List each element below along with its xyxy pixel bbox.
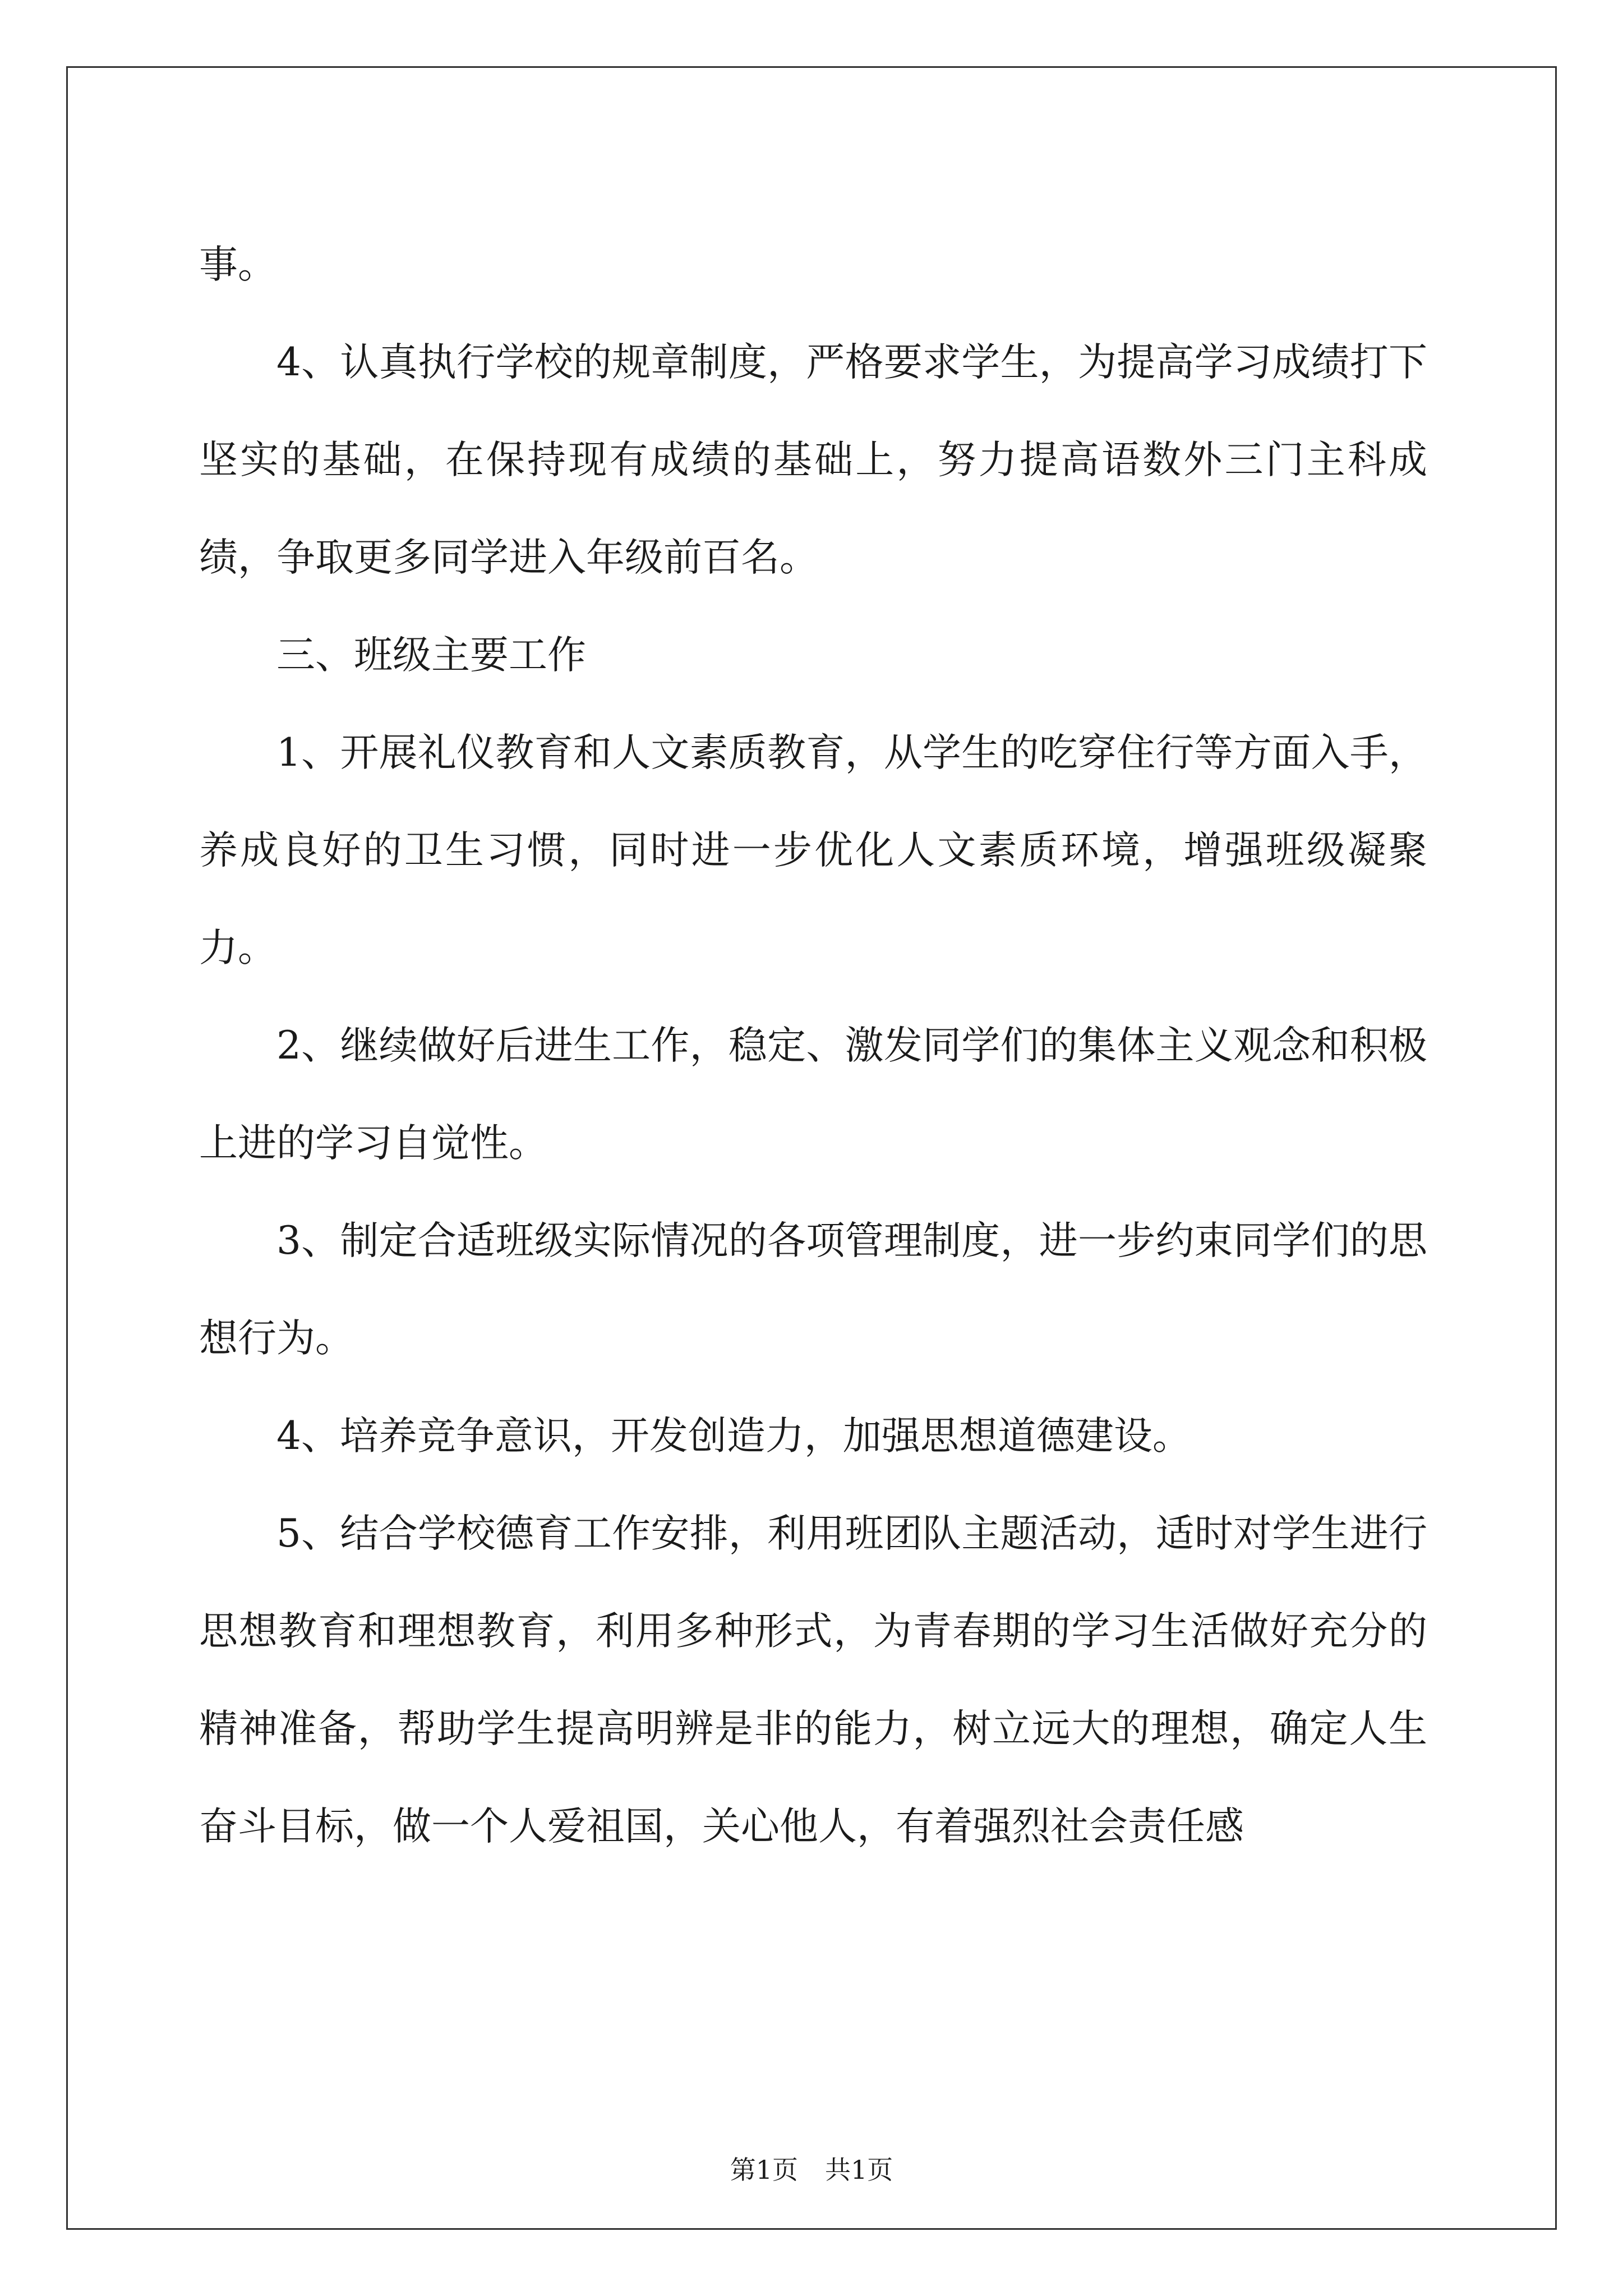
section-heading: 三、班级主要工作: [276, 633, 586, 678]
page-total: 共1页: [825, 2155, 893, 2185]
paragraph: 1、开展礼仪教育和人文素质教育，从学生的吃穿住行等方面入手，养成良好的卫生习惯，同时进一步优化人文素质环境，增强班级凝聚力。: [199, 730, 1427, 970]
document-body: [199, 216, 1427, 1875]
page-number: 第1页: [730, 2155, 798, 2185]
paragraph: 事。: [199, 242, 276, 287]
paragraph: 2、继续做好后进生工作，稳定、激发同学们的集体主义观念和积极上进的学习自觉性。: [199, 1023, 1427, 1166]
paragraph: 4、培养竞争意识，开发创造力，加强思想道德建设。: [276, 1414, 1191, 1458]
paragraph: 5、结合学校德育工作安排，利用班团队主题活动，适时对学生进行思想教育和理想教育，利用多种形式，为青春期的学习生活做好充分的精神准备，帮助学生提高明辨是非的能力，树立远大的理想，确定人生奋斗目标，做一个人爱祖国，关心他人，有着强烈社会责任感: [199, 1511, 1427, 1849]
page-footer: [0, 2153, 1623, 2187]
paragraph: 4、认真执行学校的规章制度，严格要求学生，为提高学习成绩打下坚实的基础，在保持现有成绩的基础上，努力提高语数外三门主科成绩，争取更多同学进入年级前百名。: [199, 340, 1427, 580]
paragraph: 3、制定合适班级实际情况的各项管理制度，进一步约束同学们的思想行为。: [199, 1218, 1427, 1361]
